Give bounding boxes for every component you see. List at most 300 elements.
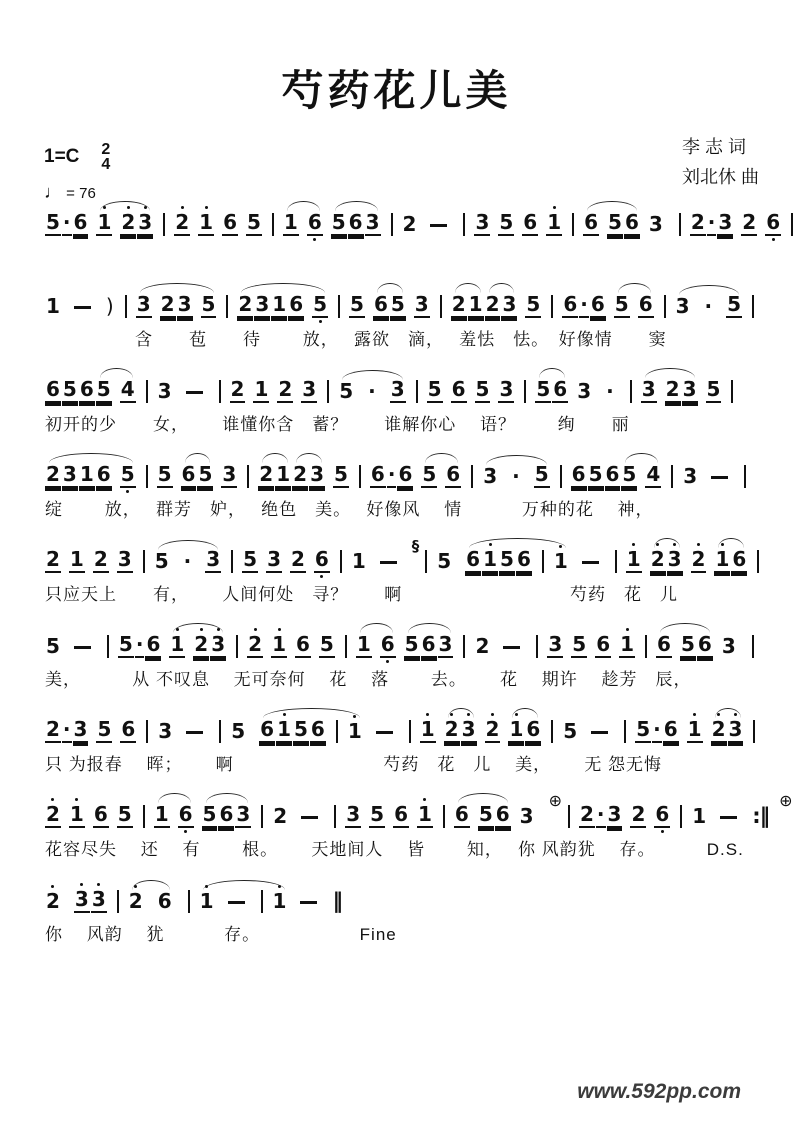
barline xyxy=(443,798,445,834)
note-token: 3 xyxy=(648,212,663,236)
duration-dash xyxy=(582,543,599,579)
note-token: 5 xyxy=(96,377,111,401)
note-token: 4 xyxy=(120,377,135,401)
note-token: 6 xyxy=(596,632,611,656)
slur-arc xyxy=(287,201,320,211)
note-token: 3 xyxy=(74,881,90,919)
duration-dash xyxy=(380,543,397,579)
note-token: · xyxy=(606,379,614,403)
key-signature xyxy=(44,142,110,172)
lyrics-row: 含 苞 待 放， 露欲 滴， 羞怯 怯。 好像情 窦 xyxy=(45,330,667,349)
barline xyxy=(680,798,682,834)
note-token: 5 xyxy=(608,210,622,234)
note-token: 5 xyxy=(475,377,490,401)
segno-icon: § xyxy=(411,537,420,555)
note-token: 5 xyxy=(370,802,385,826)
note-token: 2 xyxy=(174,204,190,242)
note-token: 5 xyxy=(563,719,578,743)
barline xyxy=(753,713,755,749)
note-token: · xyxy=(653,717,661,741)
slur-arc xyxy=(335,201,378,211)
lyrics-row: 花容尽失 还 有 根。 天地间人 皆 知， 你 风韵犹 存。 D.S. xyxy=(45,840,744,859)
note-token: 3 xyxy=(346,802,361,826)
barline xyxy=(542,543,544,579)
barline xyxy=(645,628,647,664)
note-token: 3 xyxy=(519,804,534,828)
lyrics-row: 只 为报春 晖； 啊 芍药 花 儿 美， 无 怨无悔 xyxy=(45,755,663,774)
note-token: 5 xyxy=(293,717,308,741)
note-token: 4 xyxy=(646,462,661,486)
note-token: 6 xyxy=(121,717,136,741)
slur-arc xyxy=(512,708,538,718)
note-token: 5 xyxy=(62,377,77,401)
note-token: 6 xyxy=(446,462,461,486)
notes-row xyxy=(0,204,793,242)
note-token: 3 xyxy=(267,547,281,571)
barline xyxy=(163,206,165,242)
note-token: 1 xyxy=(714,541,730,579)
barline xyxy=(568,798,570,834)
barline xyxy=(752,628,754,664)
note-token: 6 xyxy=(516,547,531,571)
note-token: 2 xyxy=(128,883,144,919)
barline xyxy=(671,458,673,494)
note-token: 2 xyxy=(259,462,274,486)
note-token: 5 xyxy=(680,632,695,656)
note-token: 2 xyxy=(93,547,108,571)
slur-arc xyxy=(660,623,710,633)
barline xyxy=(125,288,127,324)
note-token: 1 xyxy=(417,796,433,834)
note-token: 6 xyxy=(553,377,568,401)
barline xyxy=(440,288,442,324)
barline xyxy=(391,206,393,242)
duration-dash xyxy=(186,713,203,749)
note-token: · xyxy=(704,294,713,318)
note-token: 2 xyxy=(631,802,646,826)
note-token: 5 xyxy=(478,802,493,826)
barline xyxy=(272,206,274,242)
note-token: 3 xyxy=(177,292,192,316)
note-token: 1 xyxy=(69,796,85,834)
score-body xyxy=(0,204,793,966)
note-token: 3 xyxy=(310,462,324,486)
barline xyxy=(752,288,754,324)
note-token: 1 xyxy=(687,711,703,749)
note-token: 5 xyxy=(614,292,629,316)
note-token: 2 xyxy=(247,626,263,664)
note-token: 5 xyxy=(339,379,354,403)
music-system-7 xyxy=(0,711,793,775)
note-token: 2 xyxy=(46,717,60,741)
note-token: 1 xyxy=(254,377,269,401)
lyrics-row xyxy=(0,243,793,265)
note-token: 1 xyxy=(351,549,366,573)
note-token: 5 xyxy=(534,462,549,486)
note-token: 6 xyxy=(584,210,599,234)
note-token: 2 xyxy=(278,377,293,401)
note-token: · xyxy=(580,292,588,316)
note-token: 3 xyxy=(157,379,172,403)
barline xyxy=(551,713,553,749)
barline xyxy=(143,543,145,579)
note-token: 6 xyxy=(46,377,60,401)
note-token: 6 xyxy=(96,462,111,486)
note-token: 1 xyxy=(283,210,298,234)
barline xyxy=(615,543,617,579)
slur-arc xyxy=(425,453,458,463)
note-token: 5 xyxy=(46,210,60,234)
note-token: 5 xyxy=(331,210,346,234)
slur-arc xyxy=(100,201,150,211)
note-token: 2 xyxy=(160,292,175,316)
note-token: 5 xyxy=(117,802,132,826)
slur-arc xyxy=(206,793,248,803)
notes-row xyxy=(0,371,793,409)
note-token: 5 xyxy=(727,292,742,316)
duration-dash xyxy=(74,288,91,324)
note-token: 6 xyxy=(73,210,88,234)
note-token: 5 xyxy=(120,456,136,494)
coda-icon: ⊕ xyxy=(779,791,793,810)
duration-dash xyxy=(720,798,737,834)
note-token: 3 xyxy=(62,462,77,486)
note-token: 2 xyxy=(451,292,466,316)
duration-dash xyxy=(74,628,91,664)
note-token: 1 xyxy=(420,711,436,749)
notes-row xyxy=(0,881,793,919)
note-token: 2 xyxy=(45,796,61,834)
note-token: 2 xyxy=(711,711,727,749)
music-system-2 xyxy=(0,286,793,350)
slur-arc xyxy=(185,453,210,463)
music-system-1 xyxy=(0,204,793,265)
duration-dash xyxy=(301,798,318,834)
note-token: 1 xyxy=(169,626,185,664)
notes-row xyxy=(0,286,793,324)
note-token: 6 xyxy=(370,462,385,486)
slur-arc xyxy=(625,453,658,463)
note-token: 3 xyxy=(117,547,132,571)
barline xyxy=(219,713,221,749)
note-token: 5 xyxy=(246,210,261,234)
watermark-url: www.592pp.com xyxy=(577,1080,741,1103)
note-token: 1 xyxy=(468,292,483,316)
note-token: 3 xyxy=(210,626,226,664)
barline xyxy=(117,883,119,919)
barline xyxy=(231,543,233,579)
slur-arc xyxy=(173,623,223,633)
note-token: 1 xyxy=(508,711,524,749)
note-token: 3 xyxy=(236,802,251,826)
note-token: 6 xyxy=(563,292,578,316)
note-token: 2 xyxy=(691,541,707,579)
credits-block xyxy=(682,132,759,192)
barline xyxy=(226,288,228,324)
barline xyxy=(107,628,109,664)
note-token: 5 xyxy=(201,292,216,316)
barline xyxy=(188,883,190,919)
slur-arc xyxy=(49,453,133,463)
note-token: 6 xyxy=(421,632,436,656)
note-token: 2 xyxy=(444,711,460,749)
note-token: 2 xyxy=(45,883,61,919)
note-token: 5 xyxy=(500,547,514,571)
slur-arc xyxy=(100,368,133,378)
note-token: · xyxy=(183,549,192,573)
note-token: 3 xyxy=(548,632,563,656)
note-token: 2 xyxy=(273,804,288,828)
coda-icon: ⊕ xyxy=(548,791,562,810)
note-token: 6 xyxy=(394,802,408,826)
note-token: 3 xyxy=(475,210,490,234)
note-token: 1 xyxy=(482,541,498,579)
note-token: 6 xyxy=(638,292,653,316)
slur-arc xyxy=(263,708,360,718)
note-token: 1 xyxy=(626,541,642,579)
note-token: 6 xyxy=(657,632,671,656)
note-token: 5 xyxy=(333,462,348,486)
note-token: 6 xyxy=(93,802,108,826)
note-token: 6 xyxy=(624,210,639,234)
barline xyxy=(416,373,418,409)
note-token: 2 xyxy=(485,292,500,316)
slur-arc xyxy=(448,708,474,718)
note-token: 3 xyxy=(206,547,221,571)
slur-arc xyxy=(360,623,393,633)
note-token: 6 xyxy=(307,204,323,242)
note-token: 6 xyxy=(181,462,196,486)
duration-dash xyxy=(376,713,393,749)
note-token: 5 xyxy=(588,462,603,486)
notes-row xyxy=(0,791,793,834)
notes-row xyxy=(0,626,793,664)
barline xyxy=(551,288,553,324)
slur-arc xyxy=(469,538,566,548)
note-token: 3 xyxy=(502,292,517,316)
note-token: 3 xyxy=(499,377,514,401)
note-token: 5 xyxy=(572,632,587,656)
note-token: 5 xyxy=(202,802,217,826)
barline xyxy=(731,373,733,409)
note-token: 6 xyxy=(398,462,413,486)
barline xyxy=(219,373,221,409)
barline xyxy=(744,458,746,494)
note-token: 5 xyxy=(427,377,442,401)
note-token: 2 xyxy=(193,626,209,664)
notes-row xyxy=(0,456,793,494)
note-token: 6 xyxy=(310,717,325,741)
note-token: 3 xyxy=(136,292,151,316)
note-token: 1 xyxy=(553,543,569,579)
note-token: · xyxy=(707,210,716,234)
note-token: · xyxy=(596,802,605,826)
note-token: 2 xyxy=(742,210,757,234)
quarter-note-icon: ♩ xyxy=(44,182,62,202)
note-token: 5 xyxy=(422,462,437,486)
meter-denominator: 4 xyxy=(101,156,111,173)
note-token: 3 xyxy=(607,802,622,826)
note-token: 3 xyxy=(438,632,453,656)
note-token: 1 xyxy=(347,713,363,749)
barline xyxy=(630,373,632,409)
note-token: 5 xyxy=(390,292,405,316)
slur-arc xyxy=(489,283,514,293)
duration-dash xyxy=(186,373,203,409)
barline xyxy=(146,458,148,494)
note-token: 3 xyxy=(667,541,683,579)
note-token: · xyxy=(62,717,71,741)
note-token: 2 xyxy=(690,210,705,234)
note-token: 6 xyxy=(314,541,330,579)
barline xyxy=(679,206,681,242)
note-token: · xyxy=(135,632,144,656)
barline xyxy=(359,458,361,494)
note-token: 3 xyxy=(483,464,498,488)
music-system-3 xyxy=(0,371,793,435)
barline xyxy=(463,628,465,664)
note-token: 6 xyxy=(223,210,237,234)
note-token: 3 xyxy=(302,377,317,401)
note-token: 6 xyxy=(590,292,605,316)
note-token: 5 xyxy=(706,377,721,401)
note-token: 6 xyxy=(219,802,234,826)
duration-dash xyxy=(503,628,520,664)
slur-arc xyxy=(654,538,680,548)
barline xyxy=(409,713,411,749)
note-token: 1 xyxy=(272,883,288,919)
note-token: 6 xyxy=(146,632,161,656)
note-token: 2 xyxy=(290,547,305,571)
note-token: 1 xyxy=(46,294,60,318)
time-signature xyxy=(101,142,110,172)
barline xyxy=(463,206,465,242)
note-token: 6 xyxy=(571,462,586,486)
note-token: 5 xyxy=(536,377,551,401)
duration-dash xyxy=(430,206,447,242)
note-token: 3 xyxy=(255,292,270,316)
barline xyxy=(327,373,329,409)
note-token: 2 xyxy=(665,377,680,401)
note-token: 6 xyxy=(79,377,94,401)
composer-credit: 刘北休 曲 xyxy=(681,167,759,187)
note-token: 6 xyxy=(157,889,172,913)
note-token: 1 xyxy=(96,204,112,242)
slur-arc xyxy=(132,880,170,890)
barline xyxy=(524,373,526,409)
note-token: 5 xyxy=(404,632,419,656)
note-token: 6 xyxy=(732,547,747,571)
note-token: 1 xyxy=(271,626,287,664)
note-token: 6 xyxy=(765,204,781,242)
slur-arc xyxy=(241,283,325,293)
note-token: 3 xyxy=(365,210,380,234)
note-token: 1 xyxy=(79,462,94,486)
note-token: 3 xyxy=(721,634,736,658)
slur-arc xyxy=(262,453,288,463)
music-system-5 xyxy=(0,537,793,605)
note-token: 1 xyxy=(276,462,291,486)
note-token: 1 xyxy=(692,804,707,828)
final-barline: ‖ xyxy=(332,889,342,913)
barline xyxy=(340,543,342,579)
song-title: 芍药花儿美 xyxy=(281,67,512,114)
note-token: 1 xyxy=(546,204,562,242)
note-token: · xyxy=(512,464,520,488)
note-token: 5 xyxy=(154,549,169,573)
note-token: 3 xyxy=(73,717,88,741)
slur-arc xyxy=(587,201,637,211)
note-token: 6 xyxy=(380,626,396,664)
barline xyxy=(425,543,427,579)
barline xyxy=(146,373,148,409)
note-token: 3 xyxy=(222,462,237,486)
note-token: 5 xyxy=(157,462,172,486)
lyrics-row: 你 风韵 犹 存。 Fine xyxy=(45,925,397,944)
note-token: 5 xyxy=(231,719,246,743)
note-token: 3 xyxy=(682,377,697,401)
notes-row xyxy=(0,537,793,579)
barline xyxy=(664,288,666,324)
meter-numerator: 2 xyxy=(101,141,111,158)
note-token: 5 xyxy=(243,547,258,571)
note-token: 6 xyxy=(523,210,538,234)
note-token: 5 xyxy=(97,717,112,741)
note-token: 6 xyxy=(454,802,469,826)
lyricist-credit: 李 志 词 xyxy=(681,137,746,157)
barline xyxy=(757,543,759,579)
barline xyxy=(338,288,340,324)
music-system-8 xyxy=(0,791,793,860)
music-system-4 xyxy=(0,456,793,520)
note-token: 5 xyxy=(622,462,637,486)
barline xyxy=(345,628,347,664)
note-token: 1 xyxy=(69,547,84,571)
barline xyxy=(247,458,249,494)
tempo-value: = 76 xyxy=(66,185,96,202)
note-token: 6 xyxy=(526,717,541,741)
note-token: 1 xyxy=(154,802,169,826)
duration-dash xyxy=(711,458,728,494)
barline xyxy=(471,458,473,494)
slur-arc xyxy=(645,368,695,378)
note-token: 6 xyxy=(605,462,620,486)
barline xyxy=(536,628,538,664)
note-token: 5 xyxy=(46,634,60,658)
barline xyxy=(624,713,626,749)
slur-arc xyxy=(715,708,741,718)
lyrics-row: 初开的少 女， 谁懂你含 蓄？ 谁解你心 语？ 绚 丽 xyxy=(45,415,630,434)
note-token: 5 xyxy=(499,210,514,234)
note-token: 6 xyxy=(466,547,481,571)
note-token: 5 xyxy=(198,462,213,486)
note-token: 6 xyxy=(178,796,194,834)
lyrics-row: 美， 从 不叹息 无可奈何 花 落 去。 花 期许 趁芳 辰， xyxy=(45,670,692,689)
barline xyxy=(334,798,336,834)
slur-arc xyxy=(296,453,322,463)
tempo-marking xyxy=(44,182,96,203)
note-token: 2 xyxy=(238,292,253,316)
note-token: 3 xyxy=(158,719,173,743)
note-token: 5 xyxy=(350,292,364,316)
note-token: 5 xyxy=(437,549,452,573)
note-token: 5 xyxy=(636,717,651,741)
note-token: 6 xyxy=(348,210,363,234)
note-token: 6 xyxy=(295,632,310,656)
note-token: 6 xyxy=(654,796,670,834)
note-token: · xyxy=(387,462,396,486)
note-token: 6 xyxy=(260,717,275,741)
